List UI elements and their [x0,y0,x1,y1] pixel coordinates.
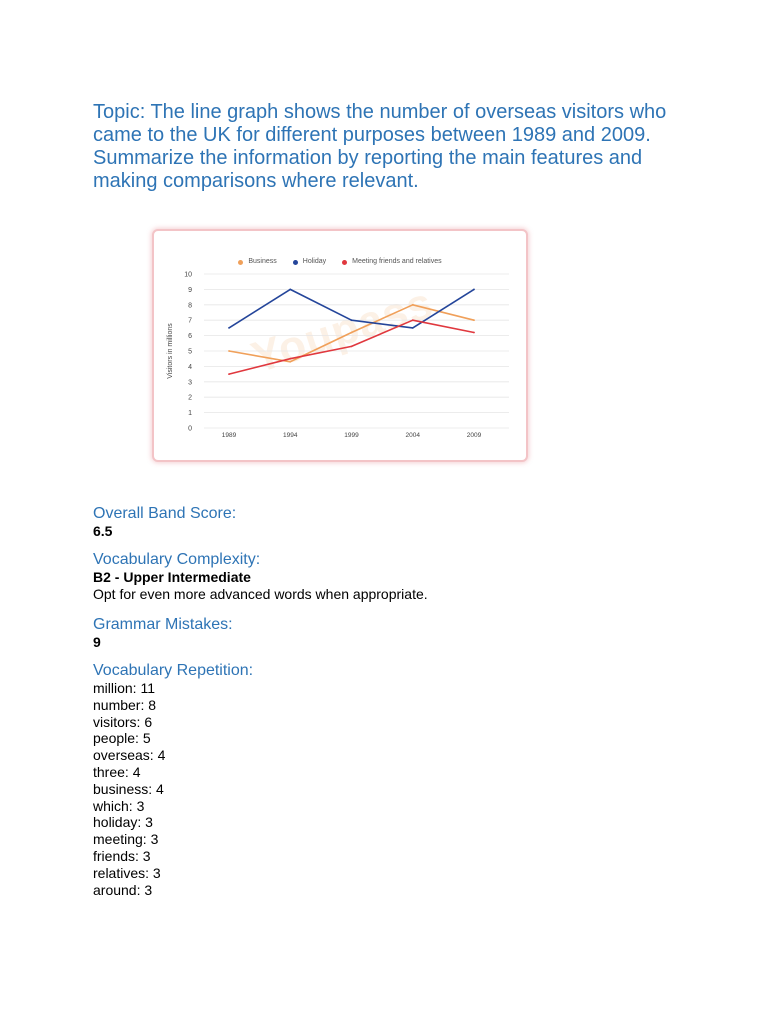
y-tick-label: 5 [188,348,192,356]
repetition-item: three: 4 [93,763,141,780]
legend-label-holiday: Holiday [302,258,327,265]
data-point [228,350,230,352]
topic-text: Topic: The line graph shows the number of overseas visitors who came to the UK for different purposes between 1989 and 2009. Summarize the information by reporting the main features and making comparisons where relevant. [93,101,667,192]
data-point [412,304,414,306]
repetition-item: meeting: 3 [93,831,159,848]
vocab-complexity-note: Opt for even more advanced words when appropriate. [93,586,428,602]
band-score-section [93,505,693,540]
y-tick-label: 4 [188,363,192,371]
repetition-item: visitors: 6 [93,713,153,730]
repetition-item: around: 3 [93,881,153,898]
y-tick-label: 9 [188,286,192,294]
x-tick-label: 1999 [344,432,359,439]
data-point [289,358,291,360]
repetition-item: holiday: 3 [93,814,153,831]
band-score-value: 6.5 [93,523,113,539]
data-point [351,319,353,321]
data-point [351,332,353,334]
data-point [228,373,230,375]
series-line-holiday [229,289,474,328]
repetition-item: people: 5 [93,730,151,747]
data-point [473,332,475,334]
y-tick-label: 10 [184,271,192,279]
repetition-item: business: 4 [93,780,164,797]
y-tick-label: 6 [188,333,192,341]
repetition-item: number: 8 [93,696,157,713]
data-point [289,289,291,291]
line-chart-card [152,229,528,462]
grammar-heading: Grammar Mistakes: [93,616,233,633]
data-point [412,319,414,321]
x-tick-label: 2004 [405,432,420,439]
chart-watermark: Youpass [245,278,439,383]
vocab-complexity-heading: Vocabulary Complexity: [93,551,261,568]
y-tick-label: 0 [188,425,192,433]
repetition-item: million: 11 [93,680,155,696]
x-tick-label: 1994 [283,432,298,439]
repetition-list [93,680,693,898]
repetition-item: friends: 3 [93,847,151,864]
x-tick-label: 2009 [466,432,482,439]
y-tick-label: 1 [188,410,192,418]
data-point [473,319,475,321]
repetition-heading: Vocabulary Repetition: [93,662,254,679]
repetition-section [93,662,693,898]
legend-label-business: Business [248,258,277,265]
y-axis-label: Visitors in millions [167,323,174,379]
x-tick-label: 1989 [221,432,237,439]
y-tick-label: 3 [188,379,192,387]
data-point [351,345,353,347]
data-point [289,361,291,363]
y-tick-label: 7 [188,317,192,325]
repetition-item: which: 3 [93,797,145,814]
y-tick-label: 2 [188,394,192,402]
data-point [412,327,414,329]
vocab-complexity-value: B2 - Upper Intermediate [93,569,251,585]
repetition-item: relatives: 3 [93,864,161,881]
legend-label-meeting: Meeting friends and relatives [352,258,442,265]
vocab-complexity-section [93,551,693,603]
grammar-value: 9 [93,634,101,650]
data-point [228,327,230,329]
grammar-section [93,616,693,651]
line-chart [154,231,526,460]
data-point [473,289,475,291]
band-score-heading: Overall Band Score: [93,505,237,522]
repetition-item: overseas: 4 [93,747,166,764]
y-tick-label: 8 [188,302,192,310]
